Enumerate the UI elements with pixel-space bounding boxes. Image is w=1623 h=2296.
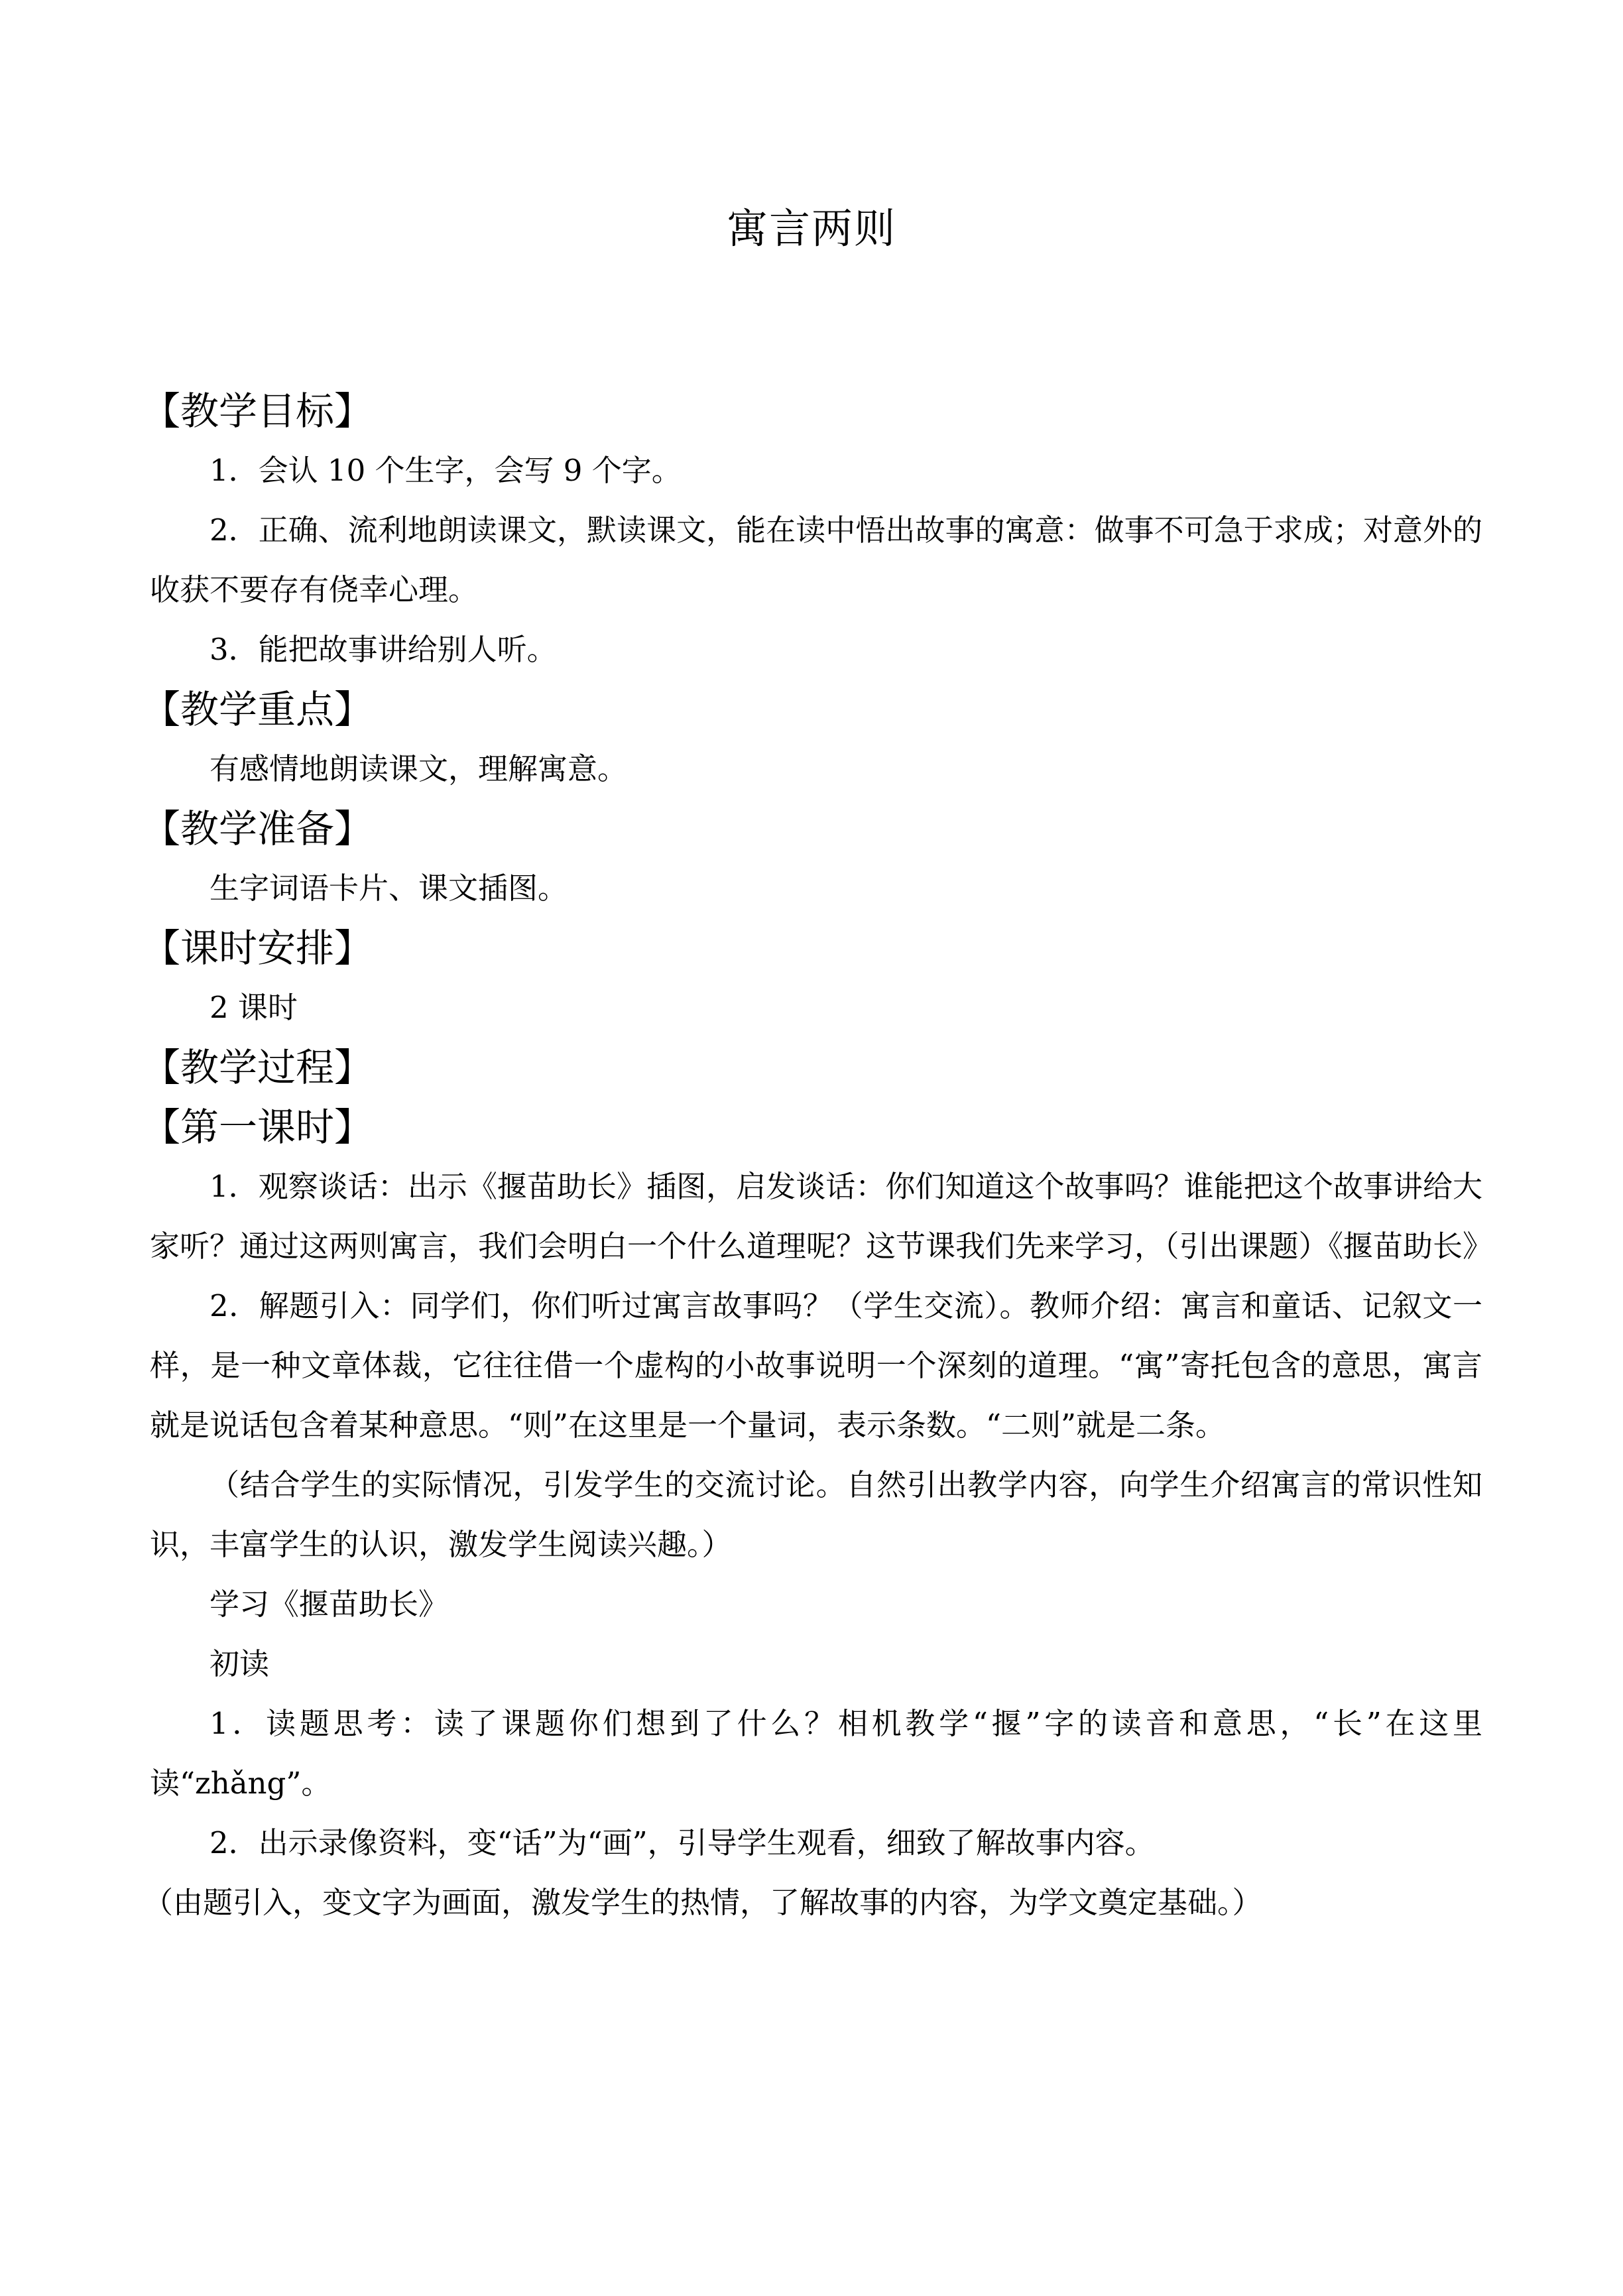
section-heading-first-lesson: 【第一课时】 xyxy=(142,1105,373,1150)
paragraph: 1．会认 10 个生字，会写 9 个字。 xyxy=(210,453,682,488)
document-title: 寓言两则 xyxy=(726,204,896,253)
paragraph: 1．观察谈话：出示《揠苗助长》插图，启发谈话：你们知道这个故事吗？谁能把这个故事讲给大家听？通过这两则寓言，我们会明白一个什么道理呢？这节课我们先来学习，（引出课题）《揠苗助长》 xyxy=(150,1169,1493,1264)
paragraph: 2 课时 xyxy=(210,990,298,1025)
paragraph: 有感情地朗读课文，理解寓意。 xyxy=(210,751,628,786)
paragraph-note: （结合学生的实际情况，引发学生的交流讨论。自然引出教学内容，向学生介绍寓言的常识性知识，丰富学生的认识，激发学生阅读兴趣。） xyxy=(150,1467,1482,1562)
section-heading-preparation: 【教学准备】 xyxy=(142,806,373,851)
section-heading-process: 【教学过程】 xyxy=(142,1045,373,1090)
section-heading-schedule: 【课时安排】 xyxy=(142,926,373,971)
paragraph: 2．出示录像资料，变“话”为“画”，引导学生观看，细致了解故事内容。 xyxy=(210,1825,1155,1860)
paragraph: 初读 xyxy=(210,1646,270,1681)
section-heading-key-points: 【教学重点】 xyxy=(142,687,373,732)
paragraph: 2．正确、流利地朗读课文，默读课文，能在读中悟出故事的寓意：做事不可急于求成；对意外的收获不要存有侥幸心理。 xyxy=(150,513,1482,607)
paragraph-note: （由题引入，变文字为画面，激发学生的热情，了解故事的内容，为学文奠定基础。） xyxy=(143,1885,1262,1920)
section-heading-objectives: 【教学目标】 xyxy=(142,389,373,434)
paragraph: 生字词语卡片、课文插图。 xyxy=(210,871,568,906)
paragraph: 2．解题引入：同学们，你们听过寓言故事吗？（学生交流）。教师介绍：寓言和童话、记叙文一样，是一种文章体裁，它往往借一个虚构的小故事说明一个深刻的道理。“寓”寄托包含的意思，寓言就是说话包含着某种意思。“则”在这里是一个量词，表示条数。“二则”就是二条。 xyxy=(150,1288,1482,1443)
paragraph: 1．读题思考：读了课题你们想到了什么？相机教学“揠”字的读音和意思，“长”在这里读“zhǎng”。 xyxy=(150,1706,1482,1801)
paragraph: 学习《揠苗助长》 xyxy=(210,1587,449,1622)
document-body xyxy=(142,381,1493,1933)
paragraph: 3．能把故事讲给别人听。 xyxy=(210,632,557,667)
